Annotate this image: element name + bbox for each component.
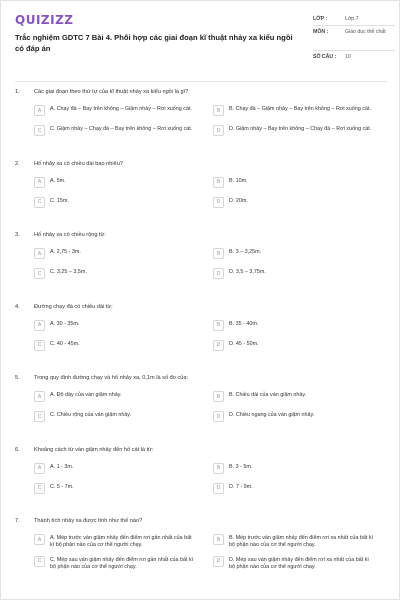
option-letter-box: B	[213, 391, 224, 402]
option-letter-box: A	[34, 391, 45, 402]
answer-option[interactable]	[34, 463, 197, 477]
quizizz-logo: QUIZIZZ	[15, 13, 74, 27]
answer-option[interactable]	[34, 391, 197, 405]
meta-label: MÔN :	[313, 29, 329, 35]
option-letter-box: D	[213, 483, 224, 494]
option-text: C. 15m.	[50, 197, 69, 204]
question-3	[15, 232, 387, 304]
answer-option[interactable]	[213, 534, 376, 550]
answer-option[interactable]	[213, 320, 376, 334]
option-text: C. 40 - 45m.	[50, 340, 80, 347]
option-text: B. 35 - 40m.	[229, 320, 259, 327]
answer-option[interactable]	[213, 125, 376, 139]
question-number: 3.	[15, 232, 20, 238]
answer-option[interactable]	[34, 411, 197, 425]
option-text: A. Độ dày của ván giậm nhảy.	[50, 392, 122, 398]
worksheet-header	[15, 13, 387, 67]
answer-options	[34, 391, 376, 425]
option-letter-box: D	[213, 197, 224, 208]
question-7	[15, 518, 387, 590]
answer-option[interactable]	[213, 411, 376, 425]
answer-option[interactable]	[34, 125, 197, 139]
question-text: Thành tích nhảy xa được tính như thế nào?	[34, 518, 143, 524]
option-text: C. Giậm nhảy – Chạy đà – Bay trên không – Rơi xuống cát.	[50, 126, 193, 132]
question-number: 1.	[15, 89, 20, 95]
meta-row-subject	[313, 26, 395, 51]
option-text: B. Chạy đà – Giậm nhảy – Bay trên không – Rơi xuống cát.	[229, 106, 371, 112]
answer-options	[34, 177, 376, 211]
option-letter-box: A	[34, 177, 45, 188]
option-text: B. 3 – 3,25m.	[229, 249, 262, 255]
option-letter-box: D	[213, 125, 224, 136]
question-number: 7.	[15, 518, 20, 524]
meta-value: 10	[345, 54, 351, 60]
question-text: Khoảng cách từ ván giậm nhảy đến hố cát là từ:	[34, 446, 154, 453]
question-1	[15, 89, 387, 161]
question-list	[15, 89, 387, 590]
answer-option[interactable]	[213, 197, 376, 211]
answer-option[interactable]	[34, 248, 197, 262]
question-6	[15, 447, 387, 519]
answer-option[interactable]	[213, 391, 376, 405]
answer-option[interactable]	[34, 105, 197, 119]
meta-label: SỐ CÂU :	[313, 54, 337, 60]
answer-option[interactable]	[34, 483, 197, 497]
option-letter-box: B	[213, 320, 224, 331]
answer-option[interactable]	[213, 556, 376, 572]
question-text: Hố nhảy xa có chiều rộng từ:	[34, 232, 106, 238]
question-number: 4.	[15, 303, 20, 310]
option-text: D. 7 - 9m.	[229, 483, 253, 490]
option-letter-box: C	[34, 411, 45, 422]
option-letter-box: B	[213, 463, 224, 474]
option-text: B. 10m.	[229, 177, 248, 184]
option-letter-box: A	[34, 320, 45, 331]
option-text: A. 30 - 35m.	[50, 320, 80, 327]
answer-option[interactable]	[34, 320, 197, 334]
answer-option[interactable]	[213, 248, 376, 262]
worksheet-title: Trắc nghiệm GDTC 7 Bài 4. Phối hợp các giai đoạn kĩ thuật nhảy xa kiểu ngồi có đáp án	[15, 33, 293, 53]
option-letter-box: C	[34, 340, 45, 351]
answer-option[interactable]	[213, 340, 376, 354]
option-text: A. Mép trước ván giậm nhảy đến điểm rơi gần nhất của bất kì bộ phận nào của cơ thể người chạy.	[50, 535, 192, 549]
question-head	[15, 161, 387, 173]
header-divider	[15, 81, 387, 82]
option-letter-box: A	[34, 105, 45, 116]
answer-option[interactable]	[34, 556, 197, 572]
question-number: 6.	[15, 446, 20, 453]
option-text: A. 1 - 3m.	[50, 463, 74, 470]
option-letter-box: D	[213, 411, 224, 422]
question-number: 2.	[15, 160, 20, 167]
answer-option[interactable]	[34, 177, 197, 191]
worksheet-meta-table	[313, 13, 395, 64]
option-text: D. Giậm nhảy – Bay trên không – Chạy đà – Rơi xuống cát.	[229, 126, 372, 132]
option-letter-box: B	[213, 105, 224, 116]
meta-row-count	[313, 51, 395, 64]
question-head	[15, 518, 387, 530]
option-text: A. Chạy đà – Bay trên không – Giậm nhảy – Rơi xuống cát.	[50, 106, 192, 112]
question-text: Hố nhảy xa có chiều dài bao nhiêu?	[34, 160, 123, 167]
option-letter-box: C	[34, 483, 45, 494]
answer-options	[34, 320, 376, 354]
option-letter-box: D	[213, 340, 224, 351]
option-text: A. 5m.	[50, 177, 66, 184]
question-head	[15, 375, 387, 387]
option-text: C. 3,25 – 3,5m.	[50, 269, 87, 275]
option-letter-box: C	[34, 197, 45, 208]
option-text: D. 45 - 50m.	[229, 340, 259, 347]
answer-option[interactable]	[34, 534, 197, 550]
answer-options	[34, 248, 376, 282]
option-letter-box: A	[34, 463, 45, 474]
question-number: 5.	[15, 375, 20, 381]
option-letter-box: B	[213, 177, 224, 188]
answer-options	[34, 105, 376, 139]
option-letter-box: C	[34, 125, 45, 136]
option-text: B. Chiều dài của ván giậm nhảy.	[229, 392, 307, 398]
answer-options	[34, 463, 376, 497]
option-letter-box: A	[34, 248, 45, 259]
answer-option[interactable]	[213, 268, 376, 282]
option-text: D. 20m.	[229, 197, 248, 204]
question-4	[15, 304, 387, 376]
option-letter-box: B	[213, 534, 224, 545]
option-letter-box: D	[213, 268, 224, 279]
answer-option[interactable]	[213, 463, 376, 477]
option-text: D. Chiều ngang của ván giậm nhảy.	[229, 412, 315, 418]
option-letter-box: C	[34, 268, 45, 279]
option-letter-box: B	[213, 248, 224, 259]
answer-option[interactable]	[34, 197, 197, 211]
option-text: B. 3 - 5m.	[229, 463, 253, 470]
question-head	[15, 304, 387, 316]
option-letter-box: D	[213, 556, 224, 567]
answer-option[interactable]	[34, 268, 197, 282]
option-text: C. Mép sau ván giậm nhảy đến điểm rơi gần nhất của bất kì bộ phận nào của cơ thể người chạy.	[50, 556, 194, 571]
meta-row-class	[313, 13, 395, 26]
answer-option[interactable]	[213, 483, 376, 497]
option-text: C. 5 - 7m.	[50, 483, 74, 490]
question-text: Trong quy định đường chạy và hố nhảy xa, 0,1m là số đo của:	[34, 375, 188, 381]
answer-option[interactable]	[34, 340, 197, 354]
meta-value: Lớp 7	[345, 16, 359, 22]
question-head	[15, 232, 387, 244]
question-2	[15, 161, 387, 233]
option-letter-box: A	[34, 534, 45, 545]
answer-options	[34, 534, 376, 572]
option-text: A. 2,75 - 3m.	[50, 249, 81, 255]
answer-option[interactable]	[213, 177, 376, 191]
option-text: D. Mép sau ván giậm nhảy đến điểm rơi xa nhất của bất kì bộ phận nào của cơ thể người chạy.	[229, 556, 369, 571]
option-text: D. 3,5 – 3,75m.	[229, 269, 266, 275]
question-head	[15, 89, 387, 101]
meta-label: LỚP :	[313, 16, 328, 22]
answer-option[interactable]	[213, 105, 376, 119]
question-text: Các giai đoạn theo thứ tự của kĩ thuật nhảy xa kiểu ngồi là gì?	[34, 89, 189, 95]
option-letter-box: C	[34, 556, 45, 567]
question-text: Đường chạy đà có chiều dài từ:	[34, 303, 113, 310]
option-text: C. Chiều rộng của ván giậm nhảy.	[50, 412, 132, 418]
question-5	[15, 375, 387, 447]
option-text: B. Mép trước ván giậm nhảy đến điểm rơi xa nhất của bất kì bộ phận nào của cơ thể người chạy.	[229, 535, 374, 549]
question-head	[15, 447, 387, 459]
meta-value: Giáo dục thể chất	[345, 29, 386, 35]
